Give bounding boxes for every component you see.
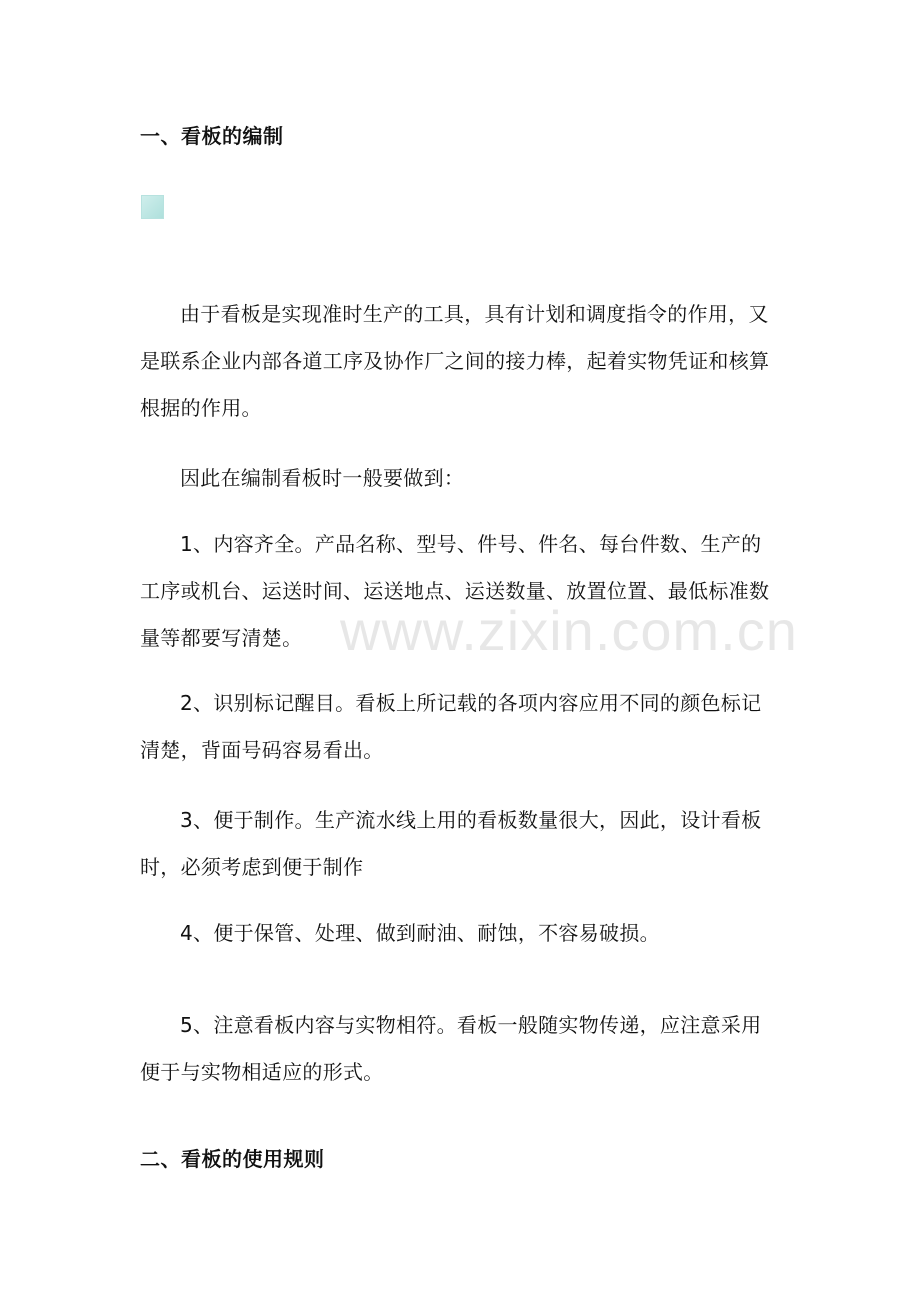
paragraph-item-1: 1、内容齐全。产品名称、型号、件号、件名、每台件数、生产的工序或机台、运送时间、运送地点、运送数量、放置位置、最低标准数量等都要写清楚。	[140, 532, 770, 650]
paragraph-item-2: 2、识别标记醒目。看板上所记载的各项内容应用不同的颜色标记清楚，背面号码容易看出。	[140, 691, 762, 762]
paragraph-intro: 由于看板是实现准时生产的工具，具有计划和调度指令的作用，又是联系企业内部各道工序及协作厂之间的接力棒，起着实物凭证和核算根据的作用。	[140, 302, 770, 420]
paragraph-item-5: 5、注意看板内容与实物相符。看板一般随实物传递，应注意采用便于与实物相适应的形式。	[140, 1013, 762, 1084]
section-heading-2: 二、看板的使用规则	[140, 1147, 325, 1171]
section-heading-1: 一、看板的编制	[140, 124, 284, 148]
paragraph-item-4: 4、便于保管、处理、做到耐油、耐蚀，不容易破损。	[180, 921, 660, 945]
watermark: www.zixin.com.cn	[340, 599, 798, 662]
image-placeholder	[141, 195, 164, 219]
paragraph-item-3: 3、便于制作。生产流水线上用的看板数量很大，因此，设计看板时，必须考虑到便于制作	[140, 808, 762, 879]
paragraph-requirements-lead: 因此在编制看板时一般要做到：	[180, 466, 465, 490]
